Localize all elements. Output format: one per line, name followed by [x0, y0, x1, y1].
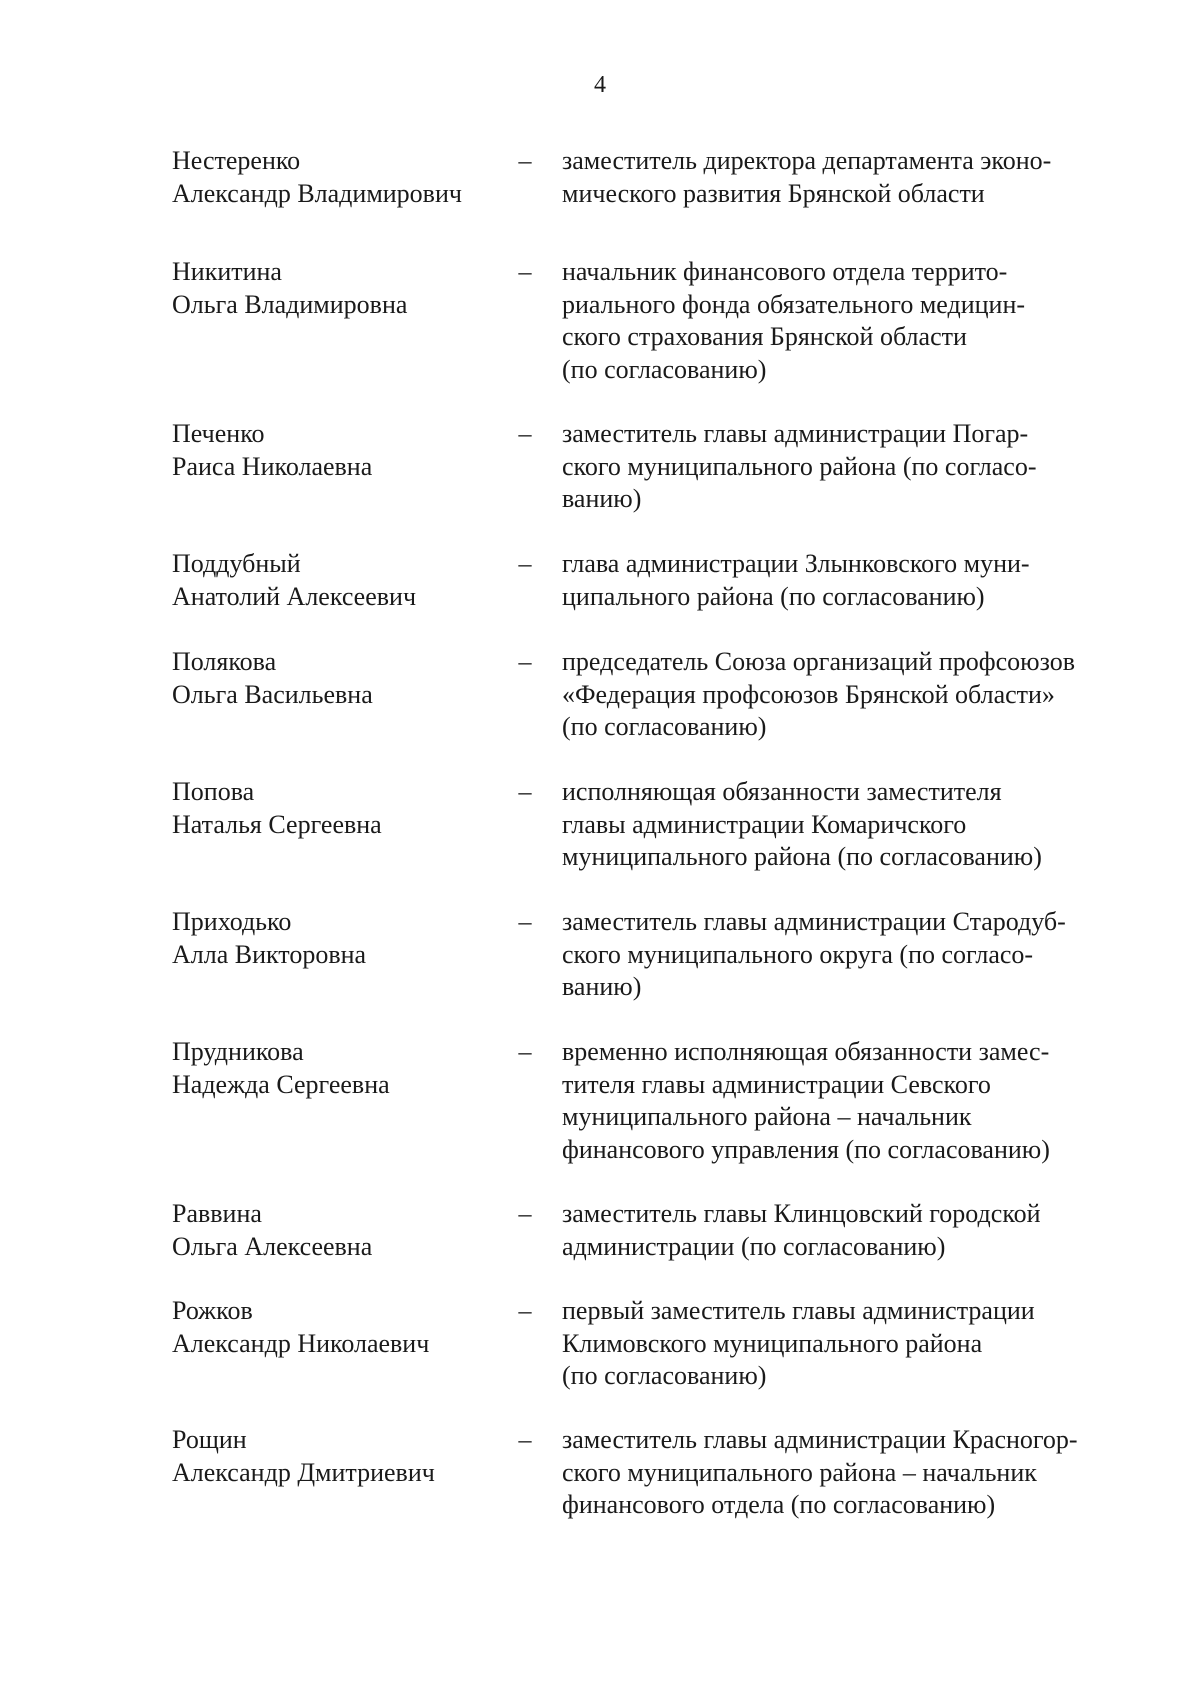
member-position: [562, 1036, 1142, 1166]
member-surname: Нестеренко: [172, 146, 301, 175]
dash-separator: –: [518, 1296, 532, 1325]
member-position: [562, 548, 1142, 613]
position-line: финансового отдела (по согласованию): [562, 1490, 996, 1519]
dash-separator: –: [518, 647, 532, 676]
position-line: ванию): [562, 972, 642, 1001]
member-given-names: Ольга Владимировна: [172, 289, 408, 319]
member-position: [562, 776, 1142, 874]
member-position: [562, 1424, 1142, 1522]
member-surname: Раввина: [172, 1199, 262, 1228]
member-name: [172, 1036, 502, 1101]
dash-separator: –: [518, 419, 532, 448]
position-line: исполняющая обязанности заместителя: [562, 777, 1002, 806]
member-position: [562, 906, 1142, 1004]
member-position: [562, 256, 1142, 386]
position-line: заместитель главы администрации Погар-: [562, 419, 1029, 448]
position-line: (по согласованию): [562, 1361, 767, 1390]
dash-separator: –: [518, 146, 532, 175]
member-given-names: Ольга Алексеевна: [172, 1231, 373, 1261]
member-given-names: Алла Викторовна: [172, 939, 367, 969]
page-number: 4: [594, 72, 606, 98]
position-line: главы администрации Комаричского: [562, 809, 967, 839]
position-line: муниципального района – начальник: [562, 1102, 972, 1131]
member-given-names: Наталья Сергеевна: [172, 809, 382, 839]
position-line: заместитель главы администрации Красногор-: [562, 1425, 1078, 1454]
position-line: муниципального района (по согласованию): [562, 842, 1042, 871]
member-given-names: Раиса Николаевна: [172, 451, 373, 481]
dash-separator: –: [518, 907, 532, 936]
member-position: [562, 646, 1142, 744]
position-line: первый заместитель главы администрации: [562, 1296, 1035, 1325]
dash-separator: –: [518, 777, 532, 806]
member-name: [172, 906, 502, 971]
member-name: [172, 646, 502, 711]
member-given-names: Александр Дмитриевич: [172, 1457, 435, 1487]
position-line: финансового управления (по согласованию): [562, 1134, 1050, 1164]
position-line: ского муниципального округа (по согласо-: [562, 939, 1034, 969]
position-line: ского страхования Брянской области: [562, 322, 967, 351]
dash-separator: –: [518, 257, 532, 286]
member-surname: Полякова: [172, 647, 277, 676]
member-given-names: Александр Николаевич: [172, 1328, 430, 1358]
member-name: [172, 548, 502, 613]
position-line: мического развития Брянской области: [562, 178, 985, 208]
position-line: ского муниципального района (по согласо-: [562, 451, 1037, 481]
position-line: временно исполняющая обязанности замес-: [562, 1037, 1050, 1066]
position-line: заместитель главы администрации Стародуб-: [562, 907, 1066, 936]
member-surname: Приходько: [172, 907, 292, 936]
position-line: ципального района (по согласованию): [562, 581, 985, 611]
position-line: заместитель директора департамента эконо-: [562, 146, 1052, 175]
dash-separator: –: [518, 1425, 532, 1454]
dash-separator: –: [518, 549, 532, 578]
position-line: «Федерация профсоюзов Брянской области»: [562, 679, 1055, 709]
position-line: начальник финансового отдела террито-: [562, 257, 1008, 286]
member-surname: Рожков: [172, 1296, 253, 1325]
member-surname: Рощин: [172, 1425, 247, 1454]
position-line: глава администрации Злынковского муни-: [562, 549, 1030, 578]
member-position: [562, 418, 1142, 516]
position-line: риального фонда обязательного медицин-: [562, 289, 1026, 319]
member-name: [172, 1424, 502, 1489]
member-name: [172, 776, 502, 841]
member-given-names: Анатолий Алексеевич: [172, 581, 417, 611]
position-line: Климовского муниципального района: [562, 1328, 983, 1358]
member-surname: Попова: [172, 777, 255, 806]
member-surname: Поддубный: [172, 549, 301, 578]
member-surname: Прудникова: [172, 1037, 304, 1066]
position-line: тителя главы администрации Севского: [562, 1069, 991, 1099]
position-line: ванию): [562, 484, 642, 513]
member-position: [562, 1198, 1142, 1263]
member-name: [172, 418, 502, 483]
member-surname: Печенко: [172, 419, 265, 448]
member-name: [172, 256, 502, 321]
position-line: администрации (по согласованию): [562, 1231, 946, 1261]
position-line: председатель Союза организаций профсоюзов: [562, 647, 1076, 676]
member-position: [562, 145, 1142, 210]
dash-separator: –: [518, 1037, 532, 1066]
position-line: заместитель главы Клинцовский городской: [562, 1199, 1041, 1228]
member-name: [172, 145, 502, 210]
member-given-names: Александр Владимирович: [172, 178, 462, 208]
member-given-names: Ольга Васильевна: [172, 679, 373, 709]
dash-separator: –: [518, 1199, 532, 1228]
member-name: [172, 1295, 502, 1360]
member-position: [562, 1295, 1142, 1393]
member-name: [172, 1198, 502, 1263]
position-line: (по согласованию): [562, 712, 767, 741]
member-given-names: Надежда Сергеевна: [172, 1069, 390, 1099]
member-surname: Никитина: [172, 257, 282, 286]
position-line: ского муниципального района – начальник: [562, 1457, 1037, 1487]
position-line: (по согласованию): [562, 354, 767, 384]
